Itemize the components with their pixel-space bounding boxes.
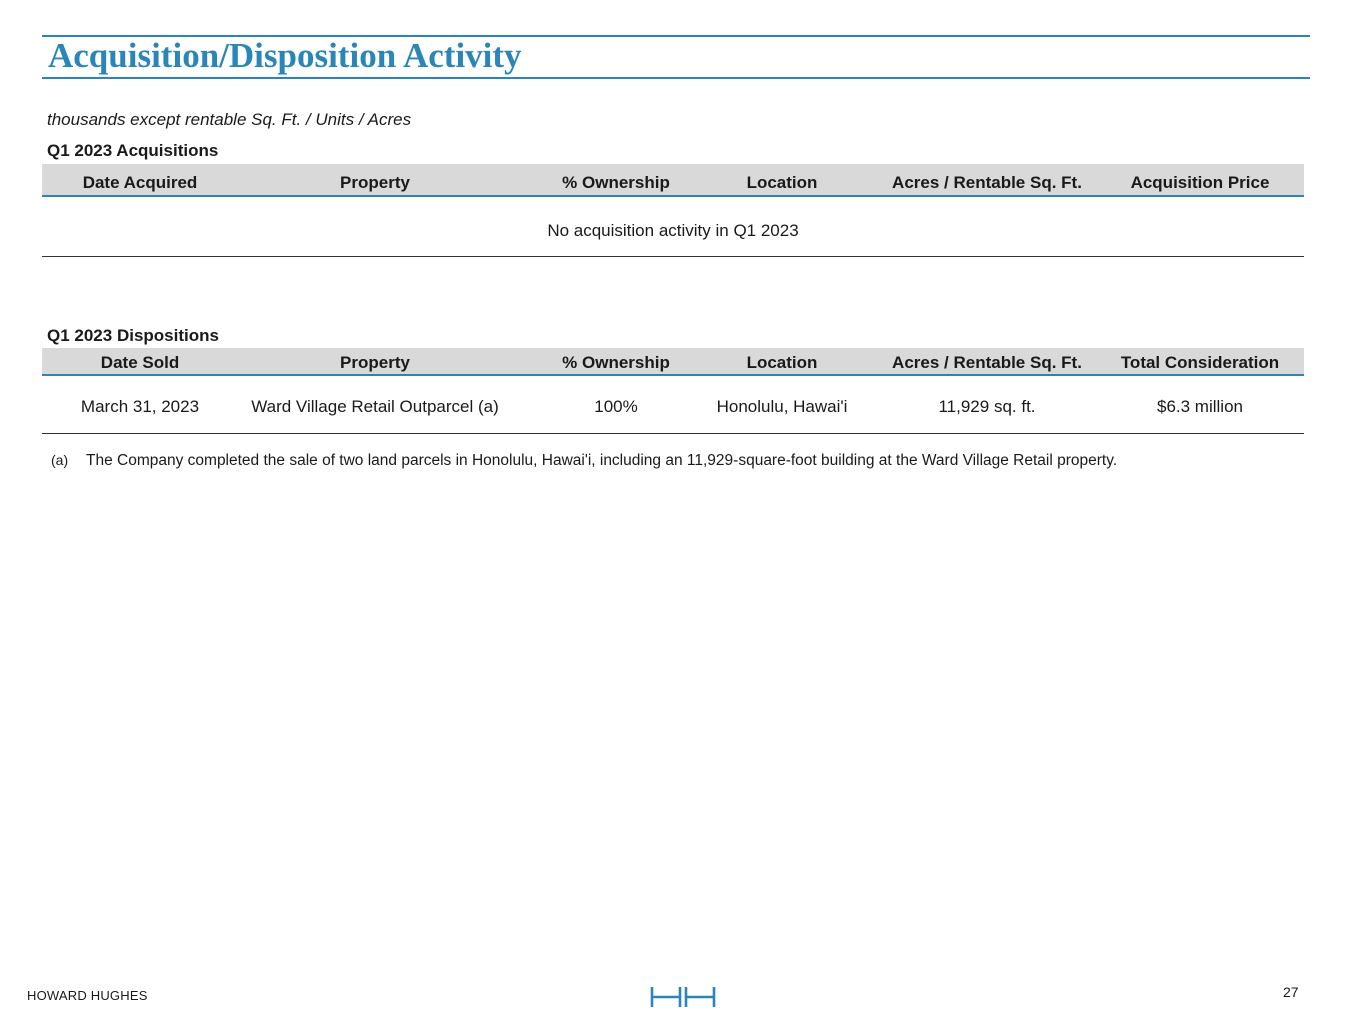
cell-total-consideration: $6.3 million <box>1157 397 1243 416</box>
footnote-text: The Company completed the sale of two land parcels in Honolulu, Hawai'i, including an 11,929-square-foot building at the Ward Village Retail property. <box>86 452 1118 469</box>
column-header-acquisition-price: Acquisition Price <box>1130 173 1270 192</box>
column-header-location: Location <box>746 173 818 192</box>
column-header-acres-sqft: Acres / Rentable Sq. Ft. <box>892 173 1082 192</box>
title-bar <box>42 35 1310 79</box>
cell-ownership: 100% <box>594 397 638 416</box>
dispositions-section-title: Q1 2023 Dispositions <box>47 326 219 345</box>
dispositions-table-body <box>42 376 1304 434</box>
footnote-marker: (a) <box>51 452 69 468</box>
acquisitions-table-body <box>42 197 1304 257</box>
column-header-location: Location <box>746 353 818 372</box>
page-number: 27 <box>1283 984 1299 1000</box>
cell-acres-sqft: 11,929 sq. ft. <box>938 397 1036 416</box>
column-header-property: Property <box>340 353 410 372</box>
hh-logo-icon <box>650 985 716 1009</box>
footer-company-name: HOWARD HUGHES <box>27 988 148 1003</box>
cell-property: Ward Village Retail Outparcel (a) <box>251 397 499 416</box>
cell-date-sold: March 31, 2023 <box>80 397 200 416</box>
column-header-date-acquired: Date Acquired <box>82 173 198 192</box>
acquisitions-table <box>42 164 1304 257</box>
dispositions-table <box>42 348 1304 434</box>
empty-table-message: No acquisition activity in Q1 2023 <box>547 221 799 240</box>
acquisitions-table-header <box>42 164 1304 197</box>
acquisitions-section-title: Q1 2023 Acquisitions <box>47 141 219 160</box>
column-header-ownership: % Ownership <box>562 173 670 192</box>
page-title: Acquisition/Disposition Activity <box>48 36 522 75</box>
cell-location: Honolulu, Hawai'i <box>716 397 848 416</box>
dispositions-table-header <box>42 348 1304 376</box>
footnote <box>51 450 1117 471</box>
column-header-date-sold: Date Sold <box>100 353 180 372</box>
column-header-total-consideration: Total Consideration <box>1120 353 1280 372</box>
units-note: thousands except rentable Sq. Ft. / Units / Acres <box>47 110 412 129</box>
column-header-acres-sqft: Acres / Rentable Sq. Ft. <box>892 353 1082 372</box>
column-header-property: Property <box>340 173 410 192</box>
column-header-ownership: % Ownership <box>562 353 670 372</box>
